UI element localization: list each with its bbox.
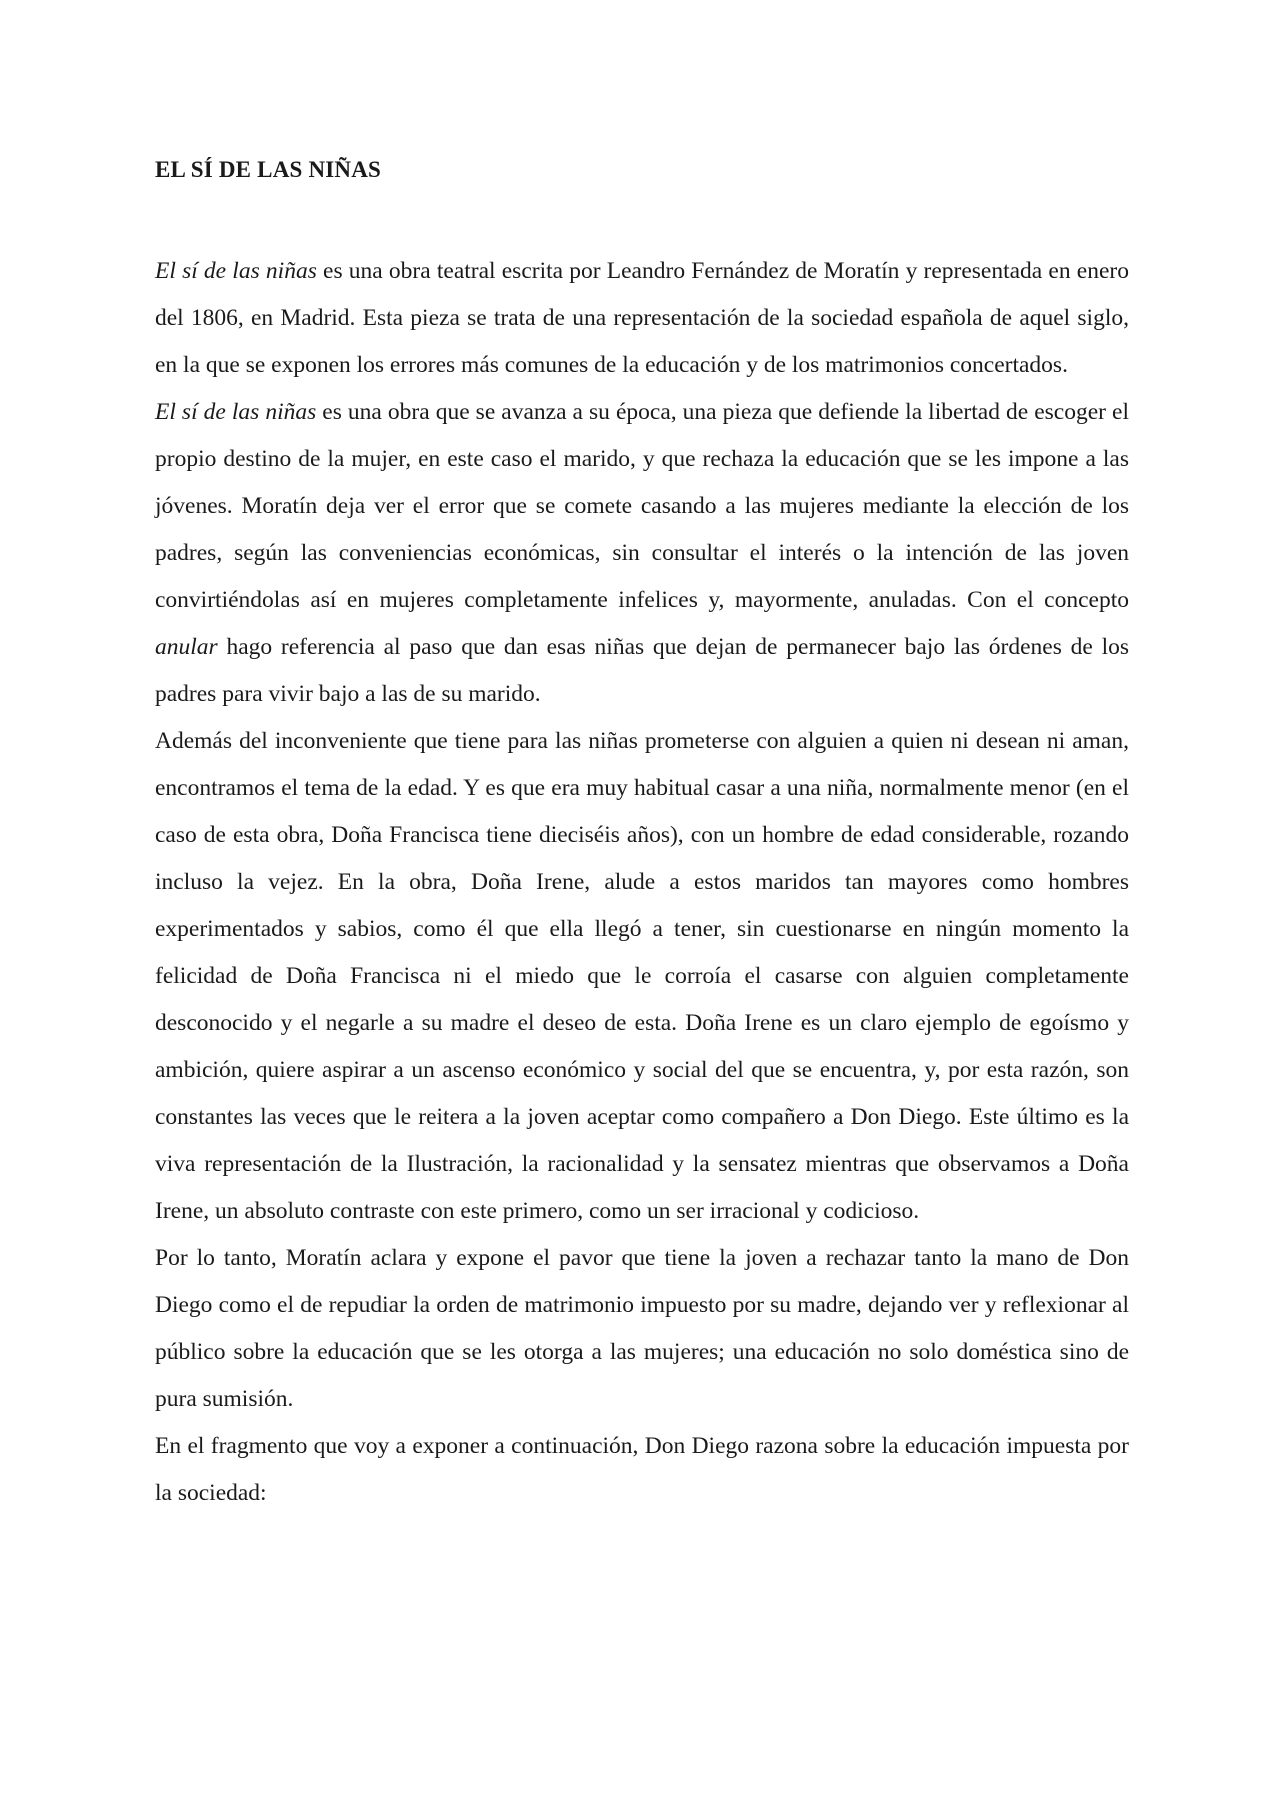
paragraph-text: Por lo tanto, Moratín aclara y expone el pavor que tiene la joven a rechazar tanto la mano de Don Diego como el de repudiar la orden de matrimonio impuesto por su madre, dejando ver y reflexionar al público sobre la educación que se les otorga a las mujeres; una educación no solo doméstica sino de pura sumisión. [155, 1245, 1129, 1412]
paragraph-text: Además del inconveniente que tiene para las niñas prometerse con alguien a quien ni desean ni aman, encontramos el tema de la edad. Y es que era muy habitual casar a una niña, normalmente menor (en el caso de esta obra, Doña Francisca tiene dieciséis años), con un hombre de edad considerable, rozando incluso la vejez. En la obra, Doña Irene, alude a estos maridos tan mayores como hombres experimentados y sabios, como él que ella llegó a tener, sin cuestionarse en ningún momento la felicidad de Doña Francisca ni el miedo que le corroía el casarse con alguien completamente desconocido y el negarle a su madre el deseo de esta. Doña Irene es un claro ejemplo de egoísmo y ambición, quiere aspirar a un ascenso económico y social del que se encuentra, y, por esta razón, son constantes las veces que le reitera a la joven aceptar como compañero a Don Diego. Este último es la viva representación de la Ilustración, la racionalidad y la sensatez mientras que observamos a Doña Irene, un absoluto contraste con este primero, como un ser irracional y codicioso. [155, 728, 1129, 1224]
italic-work-title: El sí de las niñas [155, 399, 317, 425]
italic-concept-word: anular [155, 634, 218, 660]
paragraph-text: En el fragmento que voy a exponer a continuación, Don Diego razona sobre la educación impuesta por la sociedad: [155, 1433, 1129, 1506]
paragraph-conclusion [155, 1235, 1129, 1423]
paragraph-fragment-intro [155, 1423, 1129, 1517]
italic-work-title: El sí de las niñas [155, 258, 317, 284]
paragraph-text: es una obra teatral escrita por Leandro Fernández de Moratín y representada en enero del 1806, en Madrid. Esta pieza se trata de una representación de la sociedad española de aquel siglo, en la que se exponen los errores más comunes de la educación y de los matrimonios concertados. [155, 258, 1129, 378]
document-title: EL SÍ DE LAS NIÑAS [155, 157, 382, 182]
paragraph-freedom [155, 389, 1129, 718]
paragraph-intro [155, 248, 1129, 389]
paragraph-age [155, 718, 1129, 1235]
paragraph-text: hago referencia al paso que dan esas niñas que dejan de permanecer bajo las órdenes de los padres para vivir bajo a las de su marido. [155, 634, 1129, 707]
document-body [155, 248, 1129, 1517]
paragraph-text: es una obra que se avanza a su época, una pieza que defiende la libertad de escoger el propio destino de la mujer, en este caso el marido, y que rechaza la educación que se les impone a las jóvenes. Moratín deja ver el error que se comete casando a las mujeres mediante la elección de los padres, según las conveniencias económicas, sin consultar el interés o la intención de las joven convirtiéndolas así en mujeres completamente infelices y, mayormente, anuladas. Con el concepto [155, 399, 1129, 613]
